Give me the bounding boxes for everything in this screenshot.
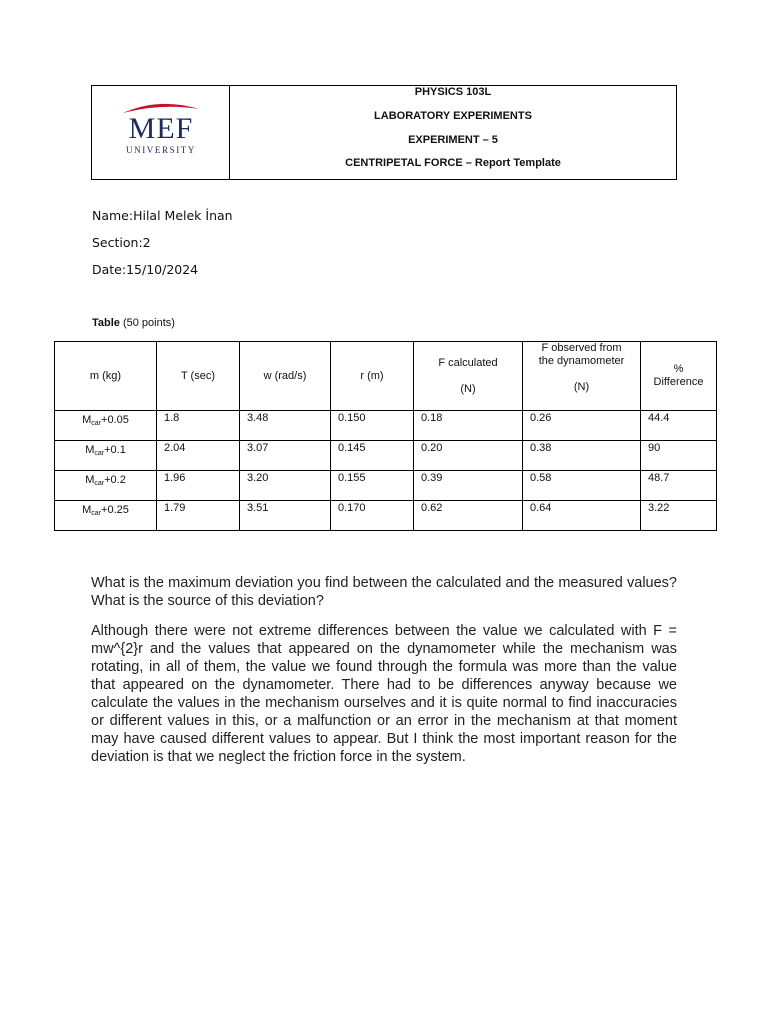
logo-sub-text: UNIVERSITY <box>126 145 196 155</box>
cell-angular-velocity: 3.07 <box>240 441 331 471</box>
cell-percent-difference: 3.22 <box>641 501 717 531</box>
cell-mass: $M_{car}+0.05$ <box>55 411 157 441</box>
header-percent-difference: % Difference <box>641 342 717 411</box>
cell-radius: 0.145 <box>331 441 414 471</box>
header-box <box>91 85 677 180</box>
header-mass: m (kg) <box>55 342 157 411</box>
cell-f-calculated: 0.18 <box>414 411 523 441</box>
table-header-row <box>55 342 717 411</box>
cell-angular-velocity: 3.20 <box>240 471 331 501</box>
table-row <box>55 441 717 471</box>
cell-percent-difference: 44.4 <box>641 411 717 441</box>
cell-f-observed: 0.64 <box>523 501 641 531</box>
report-title: CENTRIPETAL FORCE – Report Template <box>345 157 561 169</box>
cell-f-observed: 0.58 <box>523 471 641 501</box>
student-section: Section:2 <box>92 235 151 250</box>
table-caption-label: Table <box>92 317 120 329</box>
cell-mass: $M_{car}+0.25$ <box>55 501 157 531</box>
table-row <box>55 411 717 441</box>
cell-radius: 0.170 <box>331 501 414 531</box>
cell-mass: $M_{car}+0.1$ <box>55 441 157 471</box>
lab-subtitle: LABORATORY EXPERIMENTS <box>374 110 532 122</box>
student-name: Name:Hilal Melek İnan <box>92 208 233 223</box>
cell-period: 2.04 <box>157 441 240 471</box>
cell-f-observed: 0.26 <box>523 411 641 441</box>
cell-f-observed: 0.38 <box>523 441 641 471</box>
cell-f-calculated: 0.62 <box>414 501 523 531</box>
header-f-calculated: F calculated (N) <box>414 342 523 411</box>
report-date: Date:15/10/2024 <box>92 262 199 277</box>
table-row <box>55 471 717 501</box>
course-title: PHYSICS 103L <box>414 86 492 98</box>
results-table <box>54 341 717 531</box>
cell-angular-velocity: 3.51 <box>240 501 331 531</box>
cell-percent-difference: 90 <box>641 441 717 471</box>
cell-f-calculated: 0.39 <box>414 471 523 501</box>
header-f-observed: F observed from the dynamometer (N) <box>523 342 641 411</box>
table-caption <box>92 317 175 329</box>
cell-radius: 0.155 <box>331 471 414 501</box>
cell-mass: $M_{car}+0.2$ <box>55 471 157 501</box>
header-angular-velocity: w (rad/s) <box>240 342 331 411</box>
header-period: T (sec) <box>157 342 240 411</box>
cell-period: 1.96 <box>157 471 240 501</box>
cell-radius: 0.150 <box>331 411 414 441</box>
table-row <box>55 501 717 531</box>
header-radius: r (m) <box>331 342 414 411</box>
cell-period: 1.8 <box>157 411 240 441</box>
cell-period: 1.79 <box>157 501 240 531</box>
experiment-number: EXPERIMENT – 5 <box>408 134 498 146</box>
answer-text: Although there were not extreme differences between the value we calculated with F = mw^{2}r and the values that appeared on the dynamometer while the mechanism was rotating, in all of them, the value we found through the formula was more than the value that appeared on the dynamometer. There had to be differences anyway because we calculate the values in the mechanism ourselves and it is quite normal to find inaccuracies or different values in this, or a malfunction or an error in the mechanism at that moment may have caused different values to appear. But I think the most important reason for the deviation is that we neglect the friction force in the system. <box>91 623 677 765</box>
cell-percent-difference: 48.7 <box>641 471 717 501</box>
logo-main-text: MEF <box>128 112 194 145</box>
mef-university-logo <box>119 99 203 155</box>
table-caption-points: (50 points) <box>119 317 175 329</box>
cell-angular-velocity: 3.48 <box>240 411 331 441</box>
cell-f-calculated: 0.20 <box>414 441 523 471</box>
title-cell <box>230 86 676 179</box>
question-text: What is the maximum deviation you find between the calculated and the measured values? What is the source of this deviation? <box>91 575 677 609</box>
logo-cell <box>92 86 230 179</box>
